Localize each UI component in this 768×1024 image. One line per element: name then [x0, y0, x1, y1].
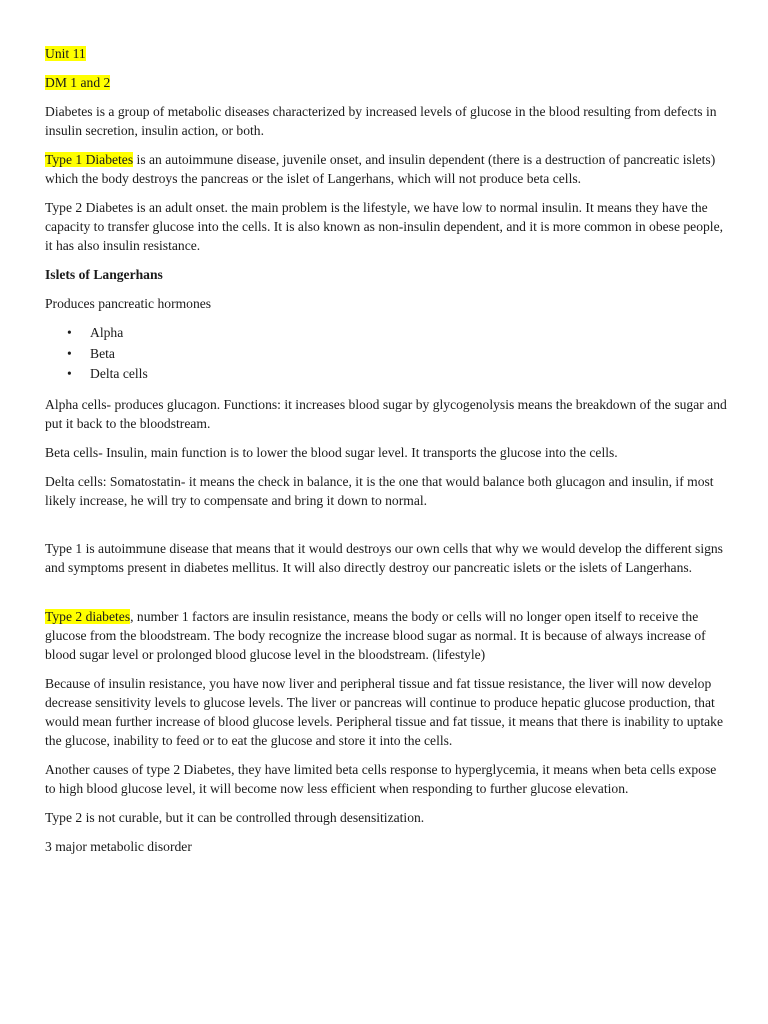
list-item — [45, 364, 727, 385]
list-item — [45, 323, 727, 344]
type2-term: Type 2 diabetes — [45, 608, 131, 624]
list-item-label: Delta cells — [90, 366, 148, 381]
type2-curable-paragraph: Type 2 is not curable, but it can be controlled through desensitization. — [45, 809, 425, 825]
beta-cells-paragraph: Beta cells- Insulin, main function is to lower the blood sugar level. It transports the glucose into the cells. — [45, 444, 618, 460]
type2-text: , number 1 factors are insulin resistance, means the body or cells will no longer open itself to receive the glucose from the bloodstream. The body recognize the increase blood sugar as normal. It is because of always increase of blood sugar level or prolonged blood glucose level in the bloodstream. (lifestyle) — [45, 608, 706, 662]
document-page — [45, 44, 727, 866]
islets-heading: Islets of Langerhans — [45, 267, 163, 282]
type2-paragraph — [45, 607, 727, 664]
type1-autoimmune-paragraph: Type 1 is autoimmune disease that means that it would destroys our own cells that why we would develop the different signs and symptoms present in diabetes mellitus. It will also directly destroy our pancreatic islets or the islets of Langerhans. — [45, 540, 723, 575]
alpha-cells-paragraph: Alpha cells- produces glucagon. Functions: it increases blood sugar by glycogenolysis means the breakdown of the sugar and put it back to the bloodstream. — [45, 396, 727, 431]
unit-title-highlight: Unit 11 — [45, 46, 86, 61]
bullet-icon: • — [67, 325, 72, 340]
intro-paragraph: Diabetes is a group of metabolic diseases characterized by increased levels of glucose in the blood resulting from defects in insulin secretion, insulin action, or both. — [45, 104, 717, 138]
metabolic-disorder-paragraph: 3 major metabolic disorder — [45, 838, 192, 854]
delta-cells-paragraph: Delta cells: Somatostatin- it means the check in balance, it is the one that would balance both glucagon and insulin, if most likely increase, he will try to compensate and bring it down to normal. — [45, 473, 714, 508]
subtitle — [45, 73, 727, 92]
list-item — [45, 344, 727, 365]
type1-text: is an autoimmune disease, juvenile onset, and insulin dependent (there is a destruction of pancreatic islets) which the body destroys the pancreas or the islet of Langerhans, which will not produce beta cells. — [45, 152, 716, 186]
type1-term: Type 1 Diabetes — [45, 152, 134, 167]
hormone-list — [45, 323, 727, 385]
blank-line — [45, 520, 727, 539]
type1-paragraph — [45, 150, 727, 188]
bullet-icon: • — [67, 366, 72, 381]
list-item-label: Beta — [90, 345, 115, 361]
islets-description: Produces pancreatic hormones — [45, 296, 212, 311]
unit-title — [45, 44, 727, 63]
subtitle-highlight: DM 1 and 2 — [45, 75, 111, 90]
type2-causes-paragraph: Another causes of type 2 Diabetes, they have limited beta cells response to hyperglycemia, it means when beta cells expose to high blood glucose level, it will become now less efficient when responding to further glucose elevation. — [45, 761, 717, 796]
list-item-label: Alpha — [90, 325, 124, 340]
insulin-resistance-paragraph: Because of insulin resistance, you have now liver and peripheral tissue and fat tissue resistance, the liver will now develop decrease sensitivity levels to glucose levels. The liver or pancreas will continue to produce hepatic glucose production, that would mean further increase of blood glucose levels. Peripheral tissue and fat tissue, it means that there is inability to uptake the glucose, inability to feed or to eat the glucose and store it into the cells. — [45, 675, 723, 748]
blank-line — [45, 587, 727, 607]
type2-intro-paragraph: Type 2 Diabetes is an adult onset. the main problem is the lifestyle, we have low to normal insulin. It means they have the capacity to transfer glucose into the cells. It is also known as non-insulin dependent, and it is more common in obese people, it has also insulin resistance. — [45, 200, 724, 253]
bullet-icon: • — [67, 345, 72, 361]
